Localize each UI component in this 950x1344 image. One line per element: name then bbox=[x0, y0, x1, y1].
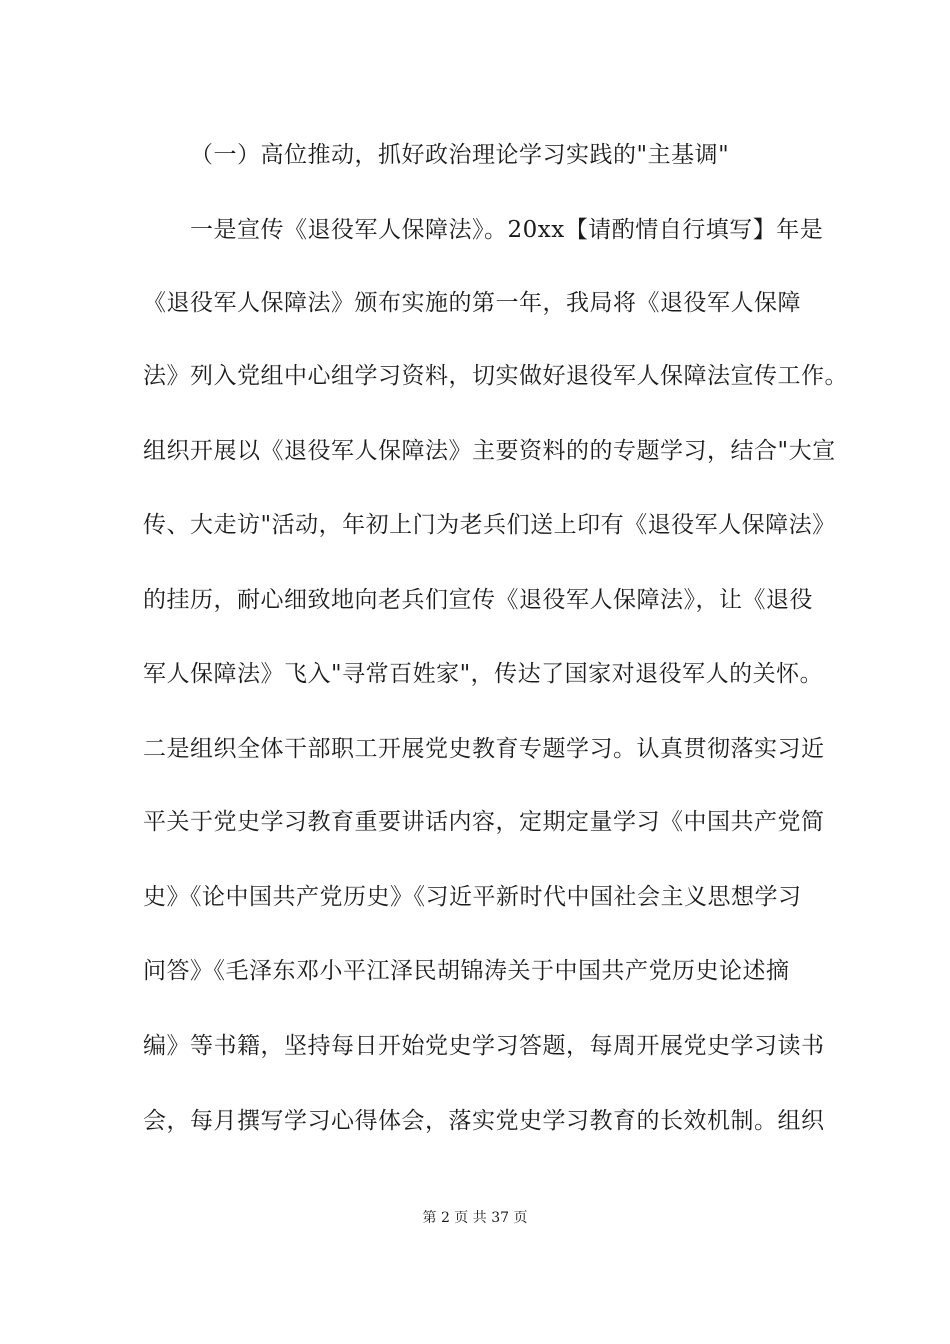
body-line: 《退役军人保障法》颁布实施的第一年，我局将《退役军人保障 bbox=[143, 290, 801, 316]
section-heading: （一）高位推动，抓好政治理论学习实践的"主基调" bbox=[190, 142, 730, 168]
body-line: 二是组织全体干部职工开展党史教育专题学习。认真贯彻落实习近 bbox=[143, 736, 825, 762]
body-line: 一是宣传《退役军人保障法》。20xx【请酌情自行填写】年是 bbox=[190, 217, 824, 243]
body-line: 的挂历，耐心细致地向老兵们宣传《退役军人保障法》，让《退役 bbox=[143, 587, 813, 613]
body-line: 史》《论中国共产党历史》《习近平新时代中国社会主义思想学习 bbox=[143, 884, 802, 910]
body-line: 会，每月撰写学习心得体会，落实党史学习教育的长效机制。组织 bbox=[143, 1108, 825, 1134]
body-line: 法》列入党组中心组学习资料，切实做好退役军人保障法宣传工作。 bbox=[143, 363, 848, 389]
body-line: 编》等书籍，坚持每日开始党史学习答题，每周开展党史学习读书 bbox=[143, 1033, 825, 1059]
body-line: 军人保障法》飞入"寻常百姓家"，传达了国家对退役军人的关怀。 bbox=[143, 661, 824, 687]
body-line: 平关于党史学习教育重要讲话内容，定期定量学习《中国共产党简 bbox=[143, 809, 825, 835]
page-number-footer: 第 2 页 共 37 页 bbox=[422, 1210, 528, 1226]
body-line: 组织开展以《退役军人保障法》主要资料的的专题学习，结合"大宣 bbox=[143, 438, 836, 464]
body-line: 问答》《毛泽东邓小平江泽民胡锦涛关于中国共产党历史论述摘 bbox=[143, 958, 790, 984]
body-line: 传、大走访"活动，年初上门为老兵们送上印有《退役军人保障法》 bbox=[143, 512, 836, 538]
